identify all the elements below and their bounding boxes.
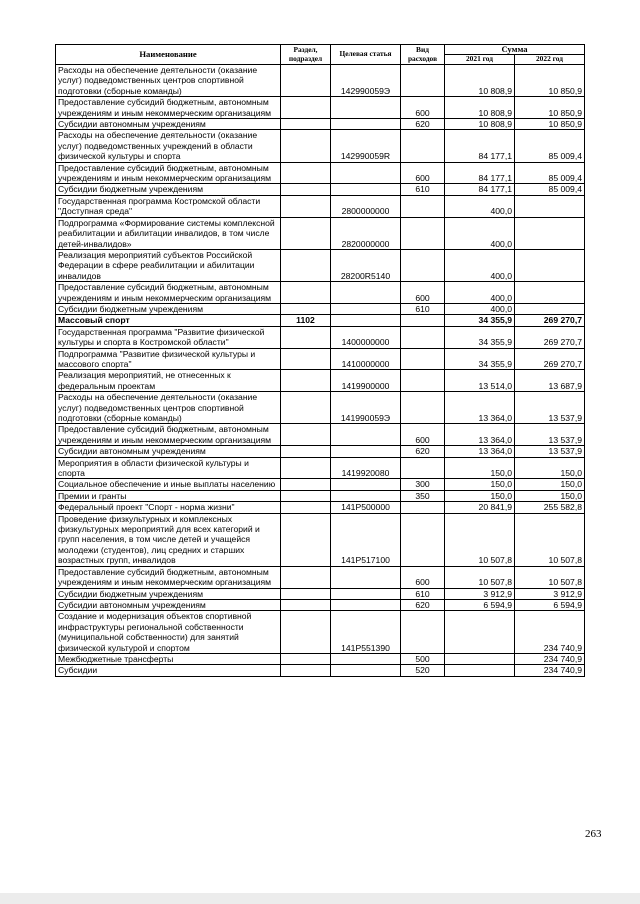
cell-name: Субсидии бюджетным учреждениям xyxy=(56,303,281,314)
cell-2022: 150,0 xyxy=(515,479,585,490)
cell-2022 xyxy=(515,217,585,249)
cell-target xyxy=(331,282,401,304)
cell-target xyxy=(331,653,401,664)
cell-2022: 150,0 xyxy=(515,457,585,479)
header-type: Вид расходов xyxy=(401,45,445,65)
header-sum: Сумма xyxy=(445,45,585,55)
cell-section xyxy=(281,348,331,370)
cell-type xyxy=(401,195,445,217)
cell-type xyxy=(401,513,445,566)
cell-name: Предоставление субсидий бюджетным, автономным учреждениям и иным некоммерческим организациям xyxy=(56,424,281,446)
cell-type: 520 xyxy=(401,665,445,676)
cell-2022: 13 537,9 xyxy=(515,392,585,424)
cell-2022: 6 594,9 xyxy=(515,599,585,610)
table-row xyxy=(56,665,585,676)
cell-2021: 6 594,9 xyxy=(445,599,515,610)
cell-type: 620 xyxy=(401,119,445,130)
cell-2021: 10 808,9 xyxy=(445,65,515,97)
cell-type xyxy=(401,65,445,97)
scan-edge-strip xyxy=(0,893,640,904)
table-row xyxy=(56,599,585,610)
cell-2022 xyxy=(515,303,585,314)
cell-section xyxy=(281,97,331,119)
cell-type: 350 xyxy=(401,490,445,501)
cell-name: Субсидии бюджетным учреждениям xyxy=(56,184,281,195)
cell-2021: 3 912,9 xyxy=(445,588,515,599)
cell-section xyxy=(281,588,331,599)
cell-name: Социальное обеспечение и иные выплаты населению xyxy=(56,479,281,490)
cell-section xyxy=(281,119,331,130)
cell-type: 300 xyxy=(401,479,445,490)
table-row xyxy=(56,195,585,217)
cell-type: 600 xyxy=(401,424,445,446)
table-row xyxy=(56,446,585,457)
cell-2022: 10 507,8 xyxy=(515,566,585,588)
table-row xyxy=(56,315,585,326)
cell-type xyxy=(401,217,445,249)
cell-2021: 84 177,1 xyxy=(445,162,515,184)
table-row xyxy=(56,282,585,304)
cell-section xyxy=(281,370,331,392)
cell-2021: 34 355,9 xyxy=(445,326,515,348)
table-row xyxy=(56,424,585,446)
cell-section xyxy=(281,162,331,184)
cell-type: 620 xyxy=(401,599,445,610)
table-row xyxy=(56,502,585,513)
table-row xyxy=(56,217,585,249)
cell-name: Массовый спорт xyxy=(56,315,281,326)
cell-target xyxy=(331,303,401,314)
cell-2021: 400,0 xyxy=(445,303,515,314)
table-row xyxy=(56,653,585,664)
cell-2022: 10 507,8 xyxy=(515,513,585,566)
cell-2021: 150,0 xyxy=(445,457,515,479)
cell-type: 610 xyxy=(401,303,445,314)
cell-target xyxy=(331,162,401,184)
table-row xyxy=(56,130,585,162)
cell-name: Подпрограмма «Формирование системы комплексной реабилитации и абилитации инвалидов, в том числе детей-инвалидов» xyxy=(56,217,281,249)
cell-2022: 85 009,4 xyxy=(515,184,585,195)
cell-2022: 10 850,9 xyxy=(515,65,585,97)
cell-target xyxy=(331,479,401,490)
cell-type xyxy=(401,315,445,326)
cell-2021: 13 364,0 xyxy=(445,392,515,424)
cell-name: Предоставление субсидий бюджетным, автономным учреждениям и иным некоммерческим организациям xyxy=(56,566,281,588)
cell-2022: 234 740,9 xyxy=(515,653,585,664)
cell-target: 141P500000 xyxy=(331,502,401,513)
cell-2021: 13 364,0 xyxy=(445,446,515,457)
table-row xyxy=(56,303,585,314)
cell-section xyxy=(281,599,331,610)
cell-section xyxy=(281,195,331,217)
table-row xyxy=(56,513,585,566)
table-row xyxy=(56,65,585,97)
budget-sheet xyxy=(55,44,584,677)
cell-target xyxy=(331,97,401,119)
cell-section xyxy=(281,303,331,314)
cell-type xyxy=(401,130,445,162)
cell-type: 610 xyxy=(401,184,445,195)
cell-2021: 34 355,9 xyxy=(445,315,515,326)
cell-section xyxy=(281,490,331,501)
cell-2021: 400,0 xyxy=(445,195,515,217)
table-row xyxy=(56,479,585,490)
cell-section xyxy=(281,479,331,490)
cell-2022: 10 850,9 xyxy=(515,119,585,130)
cell-section xyxy=(281,130,331,162)
cell-section xyxy=(281,446,331,457)
cell-name: Создание и модернизация объектов спортивной инфраструктуры региональной собственности (муниципальной собственности) для занятий физической культурой и спортом xyxy=(56,611,281,654)
cell-name: Межбюджетные трансферты xyxy=(56,653,281,664)
header-year-2022: 2022 год xyxy=(515,55,585,65)
cell-target xyxy=(331,490,401,501)
cell-section xyxy=(281,513,331,566)
cell-name: Проведение физкультурных и комплексных физкультурных мероприятий для всех категорий и групп населения, в том числе детей и учащейся молодежи (студентов), лиц средних и старших возрастных групп, инвалидов xyxy=(56,513,281,566)
cell-2022: 234 740,9 xyxy=(515,665,585,676)
cell-type xyxy=(401,611,445,654)
cell-type xyxy=(401,326,445,348)
cell-2022: 85 009,4 xyxy=(515,162,585,184)
cell-target: 1419920080 xyxy=(331,457,401,479)
cell-type xyxy=(401,457,445,479)
cell-type xyxy=(401,502,445,513)
cell-2021: 84 177,1 xyxy=(445,184,515,195)
table-row xyxy=(56,392,585,424)
table-row xyxy=(56,490,585,501)
cell-name: Мероприятия в области физической культуры и спорта xyxy=(56,457,281,479)
cell-2022: 13 537,9 xyxy=(515,424,585,446)
cell-section xyxy=(281,502,331,513)
cell-type: 600 xyxy=(401,566,445,588)
cell-target: 1400000000 xyxy=(331,326,401,348)
cell-2021: 10 507,8 xyxy=(445,566,515,588)
cell-target: 141990059Э xyxy=(331,392,401,424)
cell-target xyxy=(331,599,401,610)
cell-target xyxy=(331,315,401,326)
cell-section xyxy=(281,217,331,249)
cell-section xyxy=(281,65,331,97)
header-name: Наименование xyxy=(56,45,281,65)
cell-2022 xyxy=(515,282,585,304)
cell-2022: 255 582,8 xyxy=(515,502,585,513)
table-row xyxy=(56,184,585,195)
cell-type: 610 xyxy=(401,588,445,599)
cell-name: Федеральный проект "Спорт - норма жизни" xyxy=(56,502,281,513)
cell-section xyxy=(281,653,331,664)
cell-2022: 13 537,9 xyxy=(515,446,585,457)
table-row xyxy=(56,457,585,479)
budget-table xyxy=(55,44,585,677)
cell-target: 141P551390 xyxy=(331,611,401,654)
cell-section xyxy=(281,424,331,446)
cell-2022: 269 270,7 xyxy=(515,315,585,326)
cell-name: Премии и гранты xyxy=(56,490,281,501)
header-section: Раздел, подраздел xyxy=(281,45,331,65)
cell-2021: 10 808,9 xyxy=(445,97,515,119)
cell-target xyxy=(331,665,401,676)
cell-section xyxy=(281,282,331,304)
cell-section xyxy=(281,566,331,588)
table-row xyxy=(56,611,585,654)
cell-2021: 150,0 xyxy=(445,479,515,490)
cell-target xyxy=(331,184,401,195)
cell-2022 xyxy=(515,249,585,281)
cell-type: 500 xyxy=(401,653,445,664)
cell-target: 142990059R xyxy=(331,130,401,162)
cell-2022: 13 687,9 xyxy=(515,370,585,392)
cell-2021: 10 507,8 xyxy=(445,513,515,566)
cell-name: Расходы на обеспечение деятельности (оказание услуг) подведомственных центров спортивной подготовки (сборные команды) xyxy=(56,392,281,424)
cell-2021: 13 514,0 xyxy=(445,370,515,392)
cell-2022: 269 270,7 xyxy=(515,348,585,370)
cell-type xyxy=(401,348,445,370)
table-row xyxy=(56,326,585,348)
cell-2022: 85 009,4 xyxy=(515,130,585,162)
cell-section xyxy=(281,392,331,424)
cell-section xyxy=(281,249,331,281)
cell-section xyxy=(281,184,331,195)
cell-2021: 400,0 xyxy=(445,282,515,304)
cell-name: Субсидии xyxy=(56,665,281,676)
cell-section xyxy=(281,611,331,654)
cell-section xyxy=(281,326,331,348)
table-row xyxy=(56,588,585,599)
cell-name: Реализация мероприятий субъектов Российской Федерации в сфере реабилитации и абилитации инвалидов xyxy=(56,249,281,281)
cell-2022: 269 270,7 xyxy=(515,326,585,348)
cell-type: 600 xyxy=(401,97,445,119)
table-row xyxy=(56,249,585,281)
cell-2021 xyxy=(445,611,515,654)
cell-2022: 234 740,9 xyxy=(515,611,585,654)
cell-name: Субсидии автономным учреждениям xyxy=(56,599,281,610)
cell-type: 600 xyxy=(401,282,445,304)
header-year-2021: 2021 год xyxy=(445,55,515,65)
cell-2021: 10 808,9 xyxy=(445,119,515,130)
cell-name: Подпрограмма "Развитие физической культуры и массового спорта" xyxy=(56,348,281,370)
cell-2022: 150,0 xyxy=(515,490,585,501)
cell-type: 600 xyxy=(401,162,445,184)
table-row xyxy=(56,370,585,392)
cell-name: Предоставление субсидий бюджетным, автономным учреждениям и иным некоммерческим организациям xyxy=(56,162,281,184)
cell-2021: 150,0 xyxy=(445,490,515,501)
cell-target xyxy=(331,446,401,457)
cell-2022 xyxy=(515,195,585,217)
table-body xyxy=(56,65,585,677)
cell-2022: 3 912,9 xyxy=(515,588,585,599)
table-row xyxy=(56,348,585,370)
cell-section: 1102 xyxy=(281,315,331,326)
cell-name: Реализация мероприятий, не отнесенных к федеральным проектам xyxy=(56,370,281,392)
cell-2021: 84 177,1 xyxy=(445,130,515,162)
cell-name: Государственная программа Костромской области "Доступная среда" xyxy=(56,195,281,217)
cell-target: 1410000000 xyxy=(331,348,401,370)
cell-target: 28200R5140 xyxy=(331,249,401,281)
cell-target: 2800000000 xyxy=(331,195,401,217)
cell-name: Предоставление субсидий бюджетным, автономным учреждениям и иным некоммерческим организациям xyxy=(56,282,281,304)
cell-name: Государственная программа "Развитие физической культуры и спорта в Костромской области" xyxy=(56,326,281,348)
cell-type xyxy=(401,249,445,281)
header-target: Целевая статья xyxy=(331,45,401,65)
cell-2022: 10 850,9 xyxy=(515,97,585,119)
cell-type: 620 xyxy=(401,446,445,457)
cell-name: Предоставление субсидий бюджетным, автономным учреждениям и иным некоммерческим организациям xyxy=(56,97,281,119)
cell-target xyxy=(331,588,401,599)
table-row xyxy=(56,97,585,119)
cell-2021 xyxy=(445,653,515,664)
cell-name: Расходы на обеспечение деятельности (оказание услуг) подведомственных центров спортивной подготовки (сборные команды) xyxy=(56,65,281,97)
cell-target: 142990059Э xyxy=(331,65,401,97)
cell-name: Расходы на обеспечение деятельности (оказание услуг) подведомственных учреждений в области физической культуры и спорта xyxy=(56,130,281,162)
cell-2021: 13 364,0 xyxy=(445,424,515,446)
cell-type xyxy=(401,370,445,392)
cell-target xyxy=(331,119,401,130)
cell-target: 1419900000 xyxy=(331,370,401,392)
cell-2021: 20 841,9 xyxy=(445,502,515,513)
page-number: 263 xyxy=(585,828,602,840)
cell-target xyxy=(331,424,401,446)
cell-2021: 400,0 xyxy=(445,249,515,281)
cell-name: Субсидии автономным учреждениям xyxy=(56,446,281,457)
cell-2021 xyxy=(445,665,515,676)
table-row xyxy=(56,162,585,184)
cell-section xyxy=(281,665,331,676)
cell-name: Субсидии автономным учреждениям xyxy=(56,119,281,130)
cell-type xyxy=(401,392,445,424)
cell-target: 141P517100 xyxy=(331,513,401,566)
cell-name: Субсидии бюджетным учреждениям xyxy=(56,588,281,599)
cell-section xyxy=(281,457,331,479)
cell-target: 2820000000 xyxy=(331,217,401,249)
table-row xyxy=(56,119,585,130)
cell-2021: 34 355,9 xyxy=(445,348,515,370)
cell-target xyxy=(331,566,401,588)
cell-2021: 400,0 xyxy=(445,217,515,249)
table-row xyxy=(56,566,585,588)
